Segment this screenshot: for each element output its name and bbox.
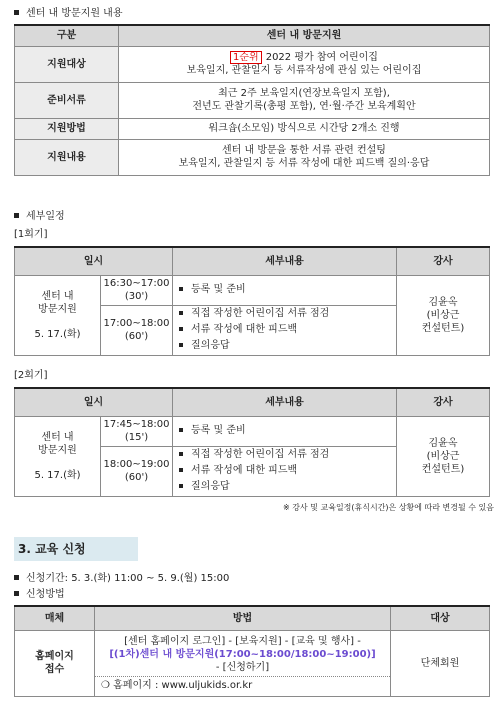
- col-header-lecturer: 강사: [397, 247, 490, 275]
- col-header-lecturer: 강사: [397, 388, 490, 416]
- session-1-item-a: 등록 및 준비: [173, 275, 397, 305]
- bullet-icon: [179, 428, 183, 432]
- row-value-content: 센터 내 방문을 통한 서류 관련 컨설팅 보육일지, 관찰일지 등 서류 작성에 대한 피드백 질의·응답: [119, 139, 490, 175]
- row-value-method: 워크숍(소모임) 방식으로 시간당 2개소 진행: [119, 118, 490, 139]
- row-label-documents: 준비서류: [15, 82, 119, 118]
- visit-support-heading: 센터 내 방문지원 내용: [0, 4, 122, 19]
- session-2-item-a: 등록 및 준비: [173, 416, 397, 446]
- session-1-lecturer: 김윤옥 (비상근 컨설턴트): [397, 275, 490, 355]
- session-2-place-date: 센터 내 방문지원 5. 17.(화): [15, 416, 101, 496]
- col-header-target: 대상: [391, 606, 490, 630]
- col-header-date: 일시: [15, 247, 173, 275]
- priority-badge: 1순위: [230, 51, 262, 64]
- session-2-time-b: 18:00~19:00 (60'): [101, 446, 173, 496]
- session-2-label: [2회기]: [14, 370, 48, 381]
- col-header-visit: 센터 내 방문지원: [119, 25, 490, 46]
- col-header-date: 일시: [15, 388, 173, 416]
- schedule-heading: 세부일정: [0, 207, 65, 222]
- bullet-icon: [179, 327, 183, 331]
- schedule-note: ※ 강사 및 교육일정(휴식시간)은 상황에 따라 변경될 수 있음: [282, 503, 494, 512]
- col-header-detail: 세부내용: [173, 388, 397, 416]
- session-2-lecturer: 김윤옥 (비상근 컨설턴트): [397, 416, 490, 496]
- session-2-time-a: 17:45~18:00 (15'): [101, 416, 173, 446]
- col-header-media: 매체: [15, 606, 95, 630]
- section-title-apply: 3. 교육 신청: [14, 537, 138, 561]
- visit-support-table: [14, 24, 490, 176]
- bullet-icon: [179, 311, 183, 315]
- square-bullet-icon: [14, 213, 19, 218]
- bullet-icon: [179, 484, 183, 488]
- session-1-time-b: 17:00~18:00 (60'): [101, 305, 173, 355]
- apply-table: [14, 605, 490, 697]
- session-2-table: [14, 387, 490, 497]
- session-1-item-b: 직접 작성한 어린이집 서류 점검 서류 작성에 대한 피드백 질의응답: [173, 305, 397, 355]
- session-1-table: [14, 246, 490, 356]
- circle-bullet-icon: ❍: [101, 679, 110, 691]
- bullet-icon: [179, 343, 183, 347]
- col-header-method: 방법: [95, 606, 391, 630]
- target-members: 단체회원: [391, 630, 490, 696]
- bullet-icon: [179, 468, 183, 472]
- session-1-place-date: 센터 내 방문지원 5. 17.(화): [15, 275, 101, 355]
- media-homepage: 홈페이지 접수: [15, 630, 95, 696]
- col-header-category: 구분: [15, 25, 119, 46]
- session-1-time-a: 16:30~17:00 (30'): [101, 275, 173, 305]
- apply-period: 신청기간: 5. 3.(화) 11:00 ~ 5. 9.(월) 15:00: [0, 569, 229, 584]
- session-1-label: [1회기]: [14, 229, 48, 240]
- application-path-highlight: [(1차)센터 내 방문지원(17:00~18:00/18:00~19:00)]: [109, 648, 376, 660]
- homepage-link[interactable]: 홈페이지 : www.uljukids.or.kr: [113, 679, 253, 691]
- session-2-item-b: 직접 작성한 어린이집 서류 점검 서류 작성에 대한 피드백 질의응답: [173, 446, 397, 496]
- row-label-method: 지원방법: [15, 118, 119, 139]
- bullet-icon: [179, 287, 183, 291]
- apply-method-heading: 신청방법: [0, 585, 65, 600]
- square-bullet-icon: [14, 591, 19, 596]
- row-label-target: 지원대상: [15, 46, 119, 82]
- col-header-detail: 세부내용: [173, 247, 397, 275]
- row-value-target: 1순위 2022 평가 참여 어린이집 보육일지, 관찰일지 등 서류작성에 관심 있는 어린이집: [119, 46, 490, 82]
- bullet-icon: [179, 452, 183, 456]
- row-value-documents: 최근 2주 보육일지(연장보육일지 포함), 전년도 관찰기록(총평 포함), 연·월·주간 보육계획안: [119, 82, 490, 118]
- method-cell: [센터 홈페이지 로그인] - [보육지원] - [교육 및 행사] - [(1차)센터 내 방문지원(17:00~18:00/18:00~19:00)] - [신청하기] ❍ 홈페이지 : www.uljukids.or.kr: [95, 630, 391, 696]
- square-bullet-icon: [14, 10, 19, 15]
- square-bullet-icon: [14, 575, 19, 580]
- row-label-content: 지원내용: [15, 139, 119, 175]
